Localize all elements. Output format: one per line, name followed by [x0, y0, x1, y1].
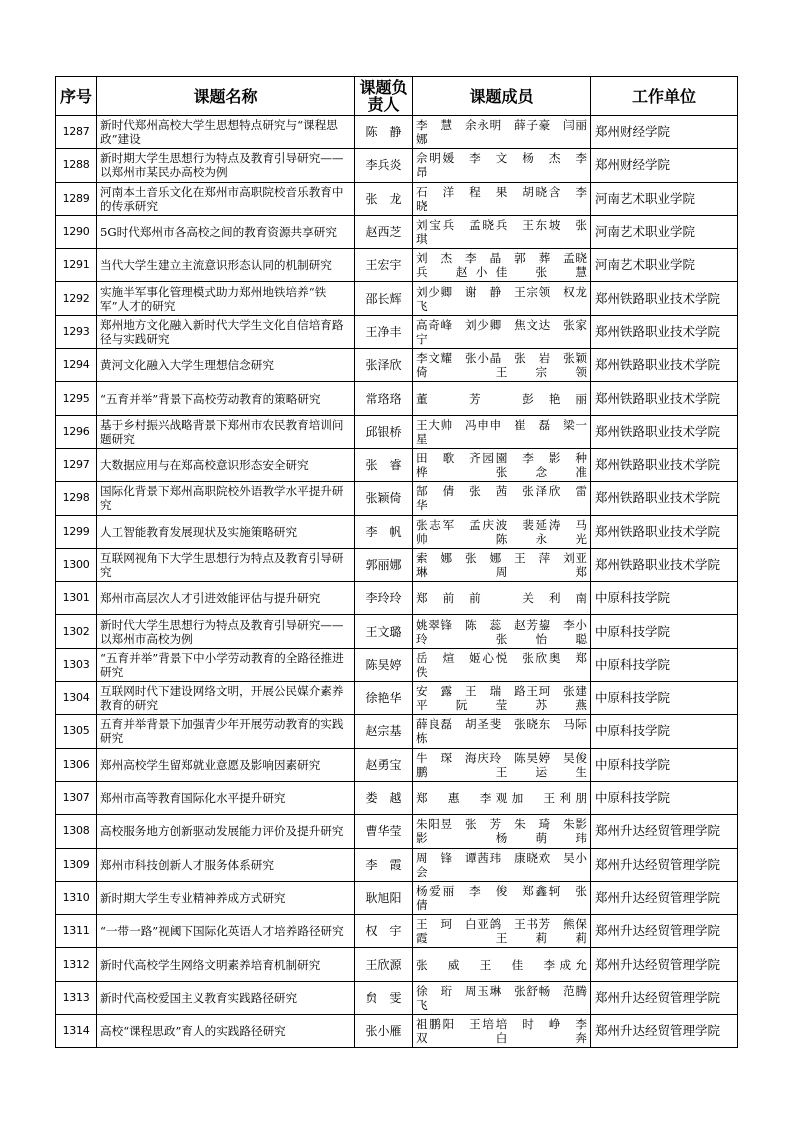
- project-members: 高奇峰 刘少卿 焦文达 张家宁: [413, 315, 591, 348]
- project-owner: 贠 雯: [355, 981, 413, 1014]
- project-title: 五育并举背景下加强青少年开展劳动教育的实践研究: [97, 715, 355, 748]
- table-row: [56, 515, 738, 548]
- row-number: 1311: [56, 915, 97, 948]
- project-owner: 赵宗基: [355, 715, 413, 748]
- project-title: 实施半军事化管理模式助力郑州地铁培养“铁军”人才的研究: [97, 282, 355, 315]
- work-unit: 郑州升达经贸管理学院: [591, 848, 738, 881]
- table-row: [56, 648, 738, 681]
- row-number: 1289: [56, 182, 97, 215]
- project-title: 新时代郑州高校大学生思想特点研究与“课程思政”建设: [97, 116, 355, 149]
- project-title: 黄河文化融入大学生理想信念研究: [97, 349, 355, 382]
- project-title: 郑州市高层次人才引进效能评估与提升研究: [97, 582, 355, 615]
- work-unit: 中原科技学院: [591, 781, 738, 814]
- project-members: 牛 琛 海庆玲 陈昊婷 吴俊鹏 王运生: [413, 748, 591, 781]
- project-title: 基于乡村振兴战略背景下郑州市农民教育培训问题研究: [97, 415, 355, 448]
- table-row: [56, 715, 738, 748]
- work-unit: 中原科技学院: [591, 648, 738, 681]
- row-number: 1309: [56, 848, 97, 881]
- project-owner: 陈昊婷: [355, 648, 413, 681]
- table-row: [56, 881, 738, 914]
- project-members: 朱阳昱 张 芳 朱 琦 朱影影 杨萌玮: [413, 815, 591, 848]
- row-number: 1308: [56, 815, 97, 848]
- table-row: [56, 116, 738, 149]
- table-row: [56, 249, 738, 282]
- row-number: 1287: [56, 116, 97, 149]
- table-row: [56, 382, 738, 415]
- project-members: 王 珂 白亚鸽 王书芳 熊保霞 王莉莉: [413, 915, 591, 948]
- project-title: 新时代高校学生网络文明素养培育机制研究: [97, 948, 355, 981]
- header-row: [56, 77, 738, 116]
- work-unit: 郑州升达经贸管理学院: [591, 815, 738, 848]
- project-title: 国际化背景下郑州高职院校外语教学水平提升研究: [97, 482, 355, 515]
- project-members: 岳 煊 姬心悦 张欣奥 郑 佚: [413, 648, 591, 681]
- project-title: 河南本土音乐文化在郑州市高职院校音乐教育中的传承研究: [97, 182, 355, 215]
- row-number: 1299: [56, 515, 97, 548]
- project-members: 郑前前 关利南: [413, 582, 591, 615]
- table-row: [56, 915, 738, 948]
- project-members: 祖鹏阳 王培培 时 峥 李 双 白 奔: [413, 1015, 591, 1048]
- project-members: 刘 杰 李 晶 郭 葬 孟晓兵 赵小佳 张 慧: [413, 249, 591, 282]
- work-unit: 郑州铁路职业技术学院: [591, 382, 738, 415]
- work-unit: 河南艺术职业学院: [591, 182, 738, 215]
- work-unit: 郑州铁路职业技术学院: [591, 282, 738, 315]
- project-owner: 张小雁: [355, 1015, 413, 1048]
- table-body: [56, 116, 738, 1048]
- row-number: 1310: [56, 881, 97, 914]
- table-row: [56, 315, 738, 348]
- project-members: 刘宝兵 孟晓兵 王东坡 张 琪: [413, 215, 591, 248]
- table-row: [56, 848, 738, 881]
- header-unit: 工作单位: [591, 77, 738, 116]
- project-owner: 张颖倚: [355, 482, 413, 515]
- work-unit: 郑州财经学院: [591, 116, 738, 149]
- row-number: 1291: [56, 249, 97, 282]
- table-row: [56, 582, 738, 615]
- work-unit: 郑州升达经贸管理学院: [591, 881, 738, 914]
- work-unit: 郑州铁路职业技术学院: [591, 515, 738, 548]
- project-members: 索 娜 张 娜 王 萍 刘亚琳 周 郑: [413, 548, 591, 581]
- work-unit: 郑州铁路职业技术学院: [591, 448, 738, 481]
- project-title: 5G时代郑州市各高校之间的教育资源共享研究: [97, 215, 355, 248]
- project-members: 王大帅 冯申申 崔 磊 梁一星: [413, 415, 591, 448]
- project-members: 杨爱丽 李 俊 郑鑫轲 张 倩: [413, 881, 591, 914]
- table-row: [56, 615, 738, 648]
- project-owner: 赵西芝: [355, 215, 413, 248]
- table-row: [56, 948, 738, 981]
- project-owner: 娄 越: [355, 781, 413, 814]
- row-number: 1304: [56, 682, 97, 715]
- row-number: 1306: [56, 748, 97, 781]
- table-row: [56, 448, 738, 481]
- project-members: 佘明媛 李 文 杨 杰 李 昂: [413, 149, 591, 182]
- row-number: 1307: [56, 781, 97, 814]
- header-owner: 课题负责人: [355, 77, 413, 116]
- row-number: 1305: [56, 715, 97, 748]
- work-unit: 中原科技学院: [591, 748, 738, 781]
- table-row: [56, 781, 738, 814]
- row-number: 1303: [56, 648, 97, 681]
- row-number: 1292: [56, 282, 97, 315]
- project-title: “五育并举”背景下高校劳动教育的策略研究: [97, 382, 355, 415]
- work-unit: 河南艺术职业学院: [591, 249, 738, 282]
- project-owner: 李 帆: [355, 515, 413, 548]
- project-title: 新时代大学生思想行为特点及教育引导研究——以郑州市高校为例: [97, 615, 355, 648]
- project-members: 董 芳 彭艳丽: [413, 382, 591, 415]
- table-row: [56, 182, 738, 215]
- table-row: [56, 349, 738, 382]
- project-title: 互联网视角下大学生思想行为特点及教育引导研究: [97, 548, 355, 581]
- project-members: 刘少卿 谢 静 王宗领 权龙飞: [413, 282, 591, 315]
- project-members: 李文耀 张小晶 张 岩 张颖倚 王宗领: [413, 349, 591, 382]
- table-row: [56, 149, 738, 182]
- project-owner: 张泽欣: [355, 349, 413, 382]
- project-owner: 郭丽娜: [355, 548, 413, 581]
- work-unit: 郑州铁路职业技术学院: [591, 315, 738, 348]
- project-owner: 邱银桥: [355, 415, 413, 448]
- work-unit: 中原科技学院: [591, 582, 738, 615]
- row-number: 1294: [56, 349, 97, 382]
- table-row: [56, 482, 738, 515]
- row-number: 1313: [56, 981, 97, 1014]
- row-number: 1288: [56, 149, 97, 182]
- project-title: “一带一路”视阈下国际化英语人才培养路径研究: [97, 915, 355, 948]
- table-row: [56, 981, 738, 1014]
- work-unit: 郑州铁路职业技术学院: [591, 482, 738, 515]
- project-title: 郑州地方文化融入新时代大学生文化自信培育路径与实践研究: [97, 315, 355, 348]
- project-members: 张志军 孟庆波 裴延涛 马 帅 陈永光: [413, 515, 591, 548]
- project-owner: 张 睿: [355, 448, 413, 481]
- project-owner: 李兵炎: [355, 149, 413, 182]
- work-unit: 中原科技学院: [591, 615, 738, 648]
- work-unit: 河南艺术职业学院: [591, 215, 738, 248]
- project-members: 郑 惠 李观加 王利朋: [413, 781, 591, 814]
- project-owner: 张 龙: [355, 182, 413, 215]
- project-members: 徐 珩 周玉琳 张舒畅 范腾飞: [413, 981, 591, 1014]
- work-unit: 郑州财经学院: [591, 149, 738, 182]
- table-row: [56, 682, 738, 715]
- project-owner: 邵长辉: [355, 282, 413, 315]
- project-members: 薛良磊 胡圣斐 张晓东 马际栋: [413, 715, 591, 748]
- work-unit: 郑州铁路职业技术学院: [591, 548, 738, 581]
- header-members: 课题成员: [413, 77, 591, 116]
- project-members: 石 洋 程 果 胡晓含 李 晓: [413, 182, 591, 215]
- row-number: 1312: [56, 948, 97, 981]
- project-members: 安 露 王 瑞 路王珂 张建平 阮 莹 苏 燕: [413, 682, 591, 715]
- project-title: 人工智能教育发展现状及实施策略研究: [97, 515, 355, 548]
- project-owner: 王文璐: [355, 615, 413, 648]
- project-owner: 常珞珞: [355, 382, 413, 415]
- project-title: 高校服务地方创新驱动发展能力评价及提升研究: [97, 815, 355, 848]
- header-title: 课题名称: [97, 77, 355, 116]
- project-owner: 王宏宇: [355, 249, 413, 282]
- project-owner: 权 宇: [355, 915, 413, 948]
- work-unit: 中原科技学院: [591, 715, 738, 748]
- work-unit: 郑州升达经贸管理学院: [591, 1015, 738, 1048]
- work-unit: 郑州升达经贸管理学院: [591, 915, 738, 948]
- project-members: 郜 倩 张 茜 张泽欣 雷 华: [413, 482, 591, 515]
- project-table: [55, 76, 738, 1048]
- project-owner: 王净丰: [355, 315, 413, 348]
- row-number: 1297: [56, 448, 97, 481]
- header-no: 序号: [56, 77, 97, 116]
- row-number: 1298: [56, 482, 97, 515]
- project-title: 新时期大学生专业精神养成方式研究: [97, 881, 355, 914]
- table-row: [56, 282, 738, 315]
- table-row: [56, 1015, 738, 1048]
- work-unit: 郑州升达经贸管理学院: [591, 981, 738, 1014]
- project-title: 郑州高校学生留郑就业意愿及影响因素研究: [97, 748, 355, 781]
- project-owner: 李 霞: [355, 848, 413, 881]
- project-title: 新时期大学生思想行为特点及教育引导研究——以郑州市某民办高校为例: [97, 149, 355, 182]
- project-owner: 陈 静: [355, 116, 413, 149]
- project-members: 姚翠锋 陈 蕊 赵芳鋆 李小玲 张怡聪: [413, 615, 591, 648]
- work-unit: 郑州铁路职业技术学院: [591, 415, 738, 448]
- row-number: 1301: [56, 582, 97, 615]
- row-number: 1290: [56, 215, 97, 248]
- row-number: 1296: [56, 415, 97, 448]
- table-row: [56, 748, 738, 781]
- project-title: 新时代高校爱国主义教育实践路径研究: [97, 981, 355, 1014]
- project-members: 张 威 王 佳 李成允: [413, 948, 591, 981]
- work-unit: 郑州铁路职业技术学院: [591, 349, 738, 382]
- work-unit: 中原科技学院: [591, 682, 738, 715]
- row-number: 1295: [56, 382, 97, 415]
- table-row: [56, 548, 738, 581]
- project-owner: 耿旭阳: [355, 881, 413, 914]
- row-number: 1302: [56, 615, 97, 648]
- table-row: [56, 815, 738, 848]
- project-title: 当代大学生建立主流意识形态认同的机制研究: [97, 249, 355, 282]
- project-owner: 徐艳华: [355, 682, 413, 715]
- project-title: 大数据应用与在郑高校意识形态安全研究: [97, 448, 355, 481]
- row-number: 1300: [56, 548, 97, 581]
- project-members: 田 歌 齐园園 李 影 种 桦 张念准: [413, 448, 591, 481]
- table-row: [56, 215, 738, 248]
- project-title: “五育并举”背景下中小学劳动教育的全路径推进研究: [97, 648, 355, 681]
- project-title: 互联网时代下建设网络文明，开展公民媒介素养教育的研究: [97, 682, 355, 715]
- project-owner: 王欣源: [355, 948, 413, 981]
- project-owner: 曹华莹: [355, 815, 413, 848]
- row-number: 1314: [56, 1015, 97, 1048]
- project-owner: 李玲玲: [355, 582, 413, 615]
- project-title: 郑州市高等教育国际化水平提升研究: [97, 781, 355, 814]
- project-title: 高校“课程思政”育人的实践路径研究: [97, 1015, 355, 1048]
- project-members: 周 锋 谭茜玮 康晓欢 吴小会: [413, 848, 591, 881]
- project-members: 李 慧 余永明 薛子豪 闫丽娜: [413, 116, 591, 149]
- work-unit: 郑州升达经贸管理学院: [591, 948, 738, 981]
- table-row: [56, 415, 738, 448]
- row-number: 1293: [56, 315, 97, 348]
- project-owner: 赵勇宝: [355, 748, 413, 781]
- project-title: 郑州市科技创新人才服务体系研究: [97, 848, 355, 881]
